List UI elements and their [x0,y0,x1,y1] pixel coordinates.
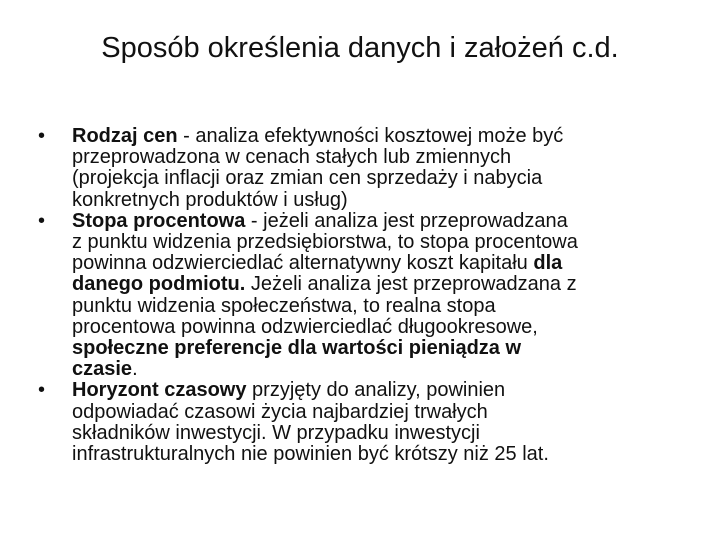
bold-term: czasie [72,358,133,381]
bullet-line [72,168,698,189]
bullet-text: - analiza efektywności kosztowej może być [177,125,564,147]
bullet-line [72,190,698,211]
bullet-text: konkretnych produktów i usług) [72,188,348,211]
bullet-line [72,402,698,423]
bullet-line [72,380,698,401]
bullet-text: odpowiadać czasowi życia najbardziej trwałych [72,400,488,423]
bullet-line [72,232,698,253]
bullet-item [38,380,698,465]
bullet-text: procentowa powinna odzwierciedlać długookresowe, [72,315,538,338]
bullet-line [72,444,698,465]
bullet-item [38,126,698,211]
bullet-line [72,147,698,168]
bullet-text: przeprowadzona w cenach stałych lub zmiennych [72,146,512,169]
bullet-text: Jeżeli analiza jest przeprowadzana z [245,273,577,296]
slide-title: Sposób określenia danych i założeń c.d. [101,32,619,64]
bullet-text: składników inwestycji. W przypadku inwestycji [72,421,480,444]
bold-term: Rodzaj cen [72,125,178,147]
bullet-text: z punktu widzenia przedsiębiorstwa, to stopa procentowa [72,231,578,254]
bullet-text: - jeżeli analiza jest przeprowadzana [245,209,568,232]
bullet-line [72,359,698,380]
bullet-text: (projekcja inflacji oraz zmian cen sprzedaży i nabycia [72,167,543,190]
bullet-line [72,423,698,444]
bullet-text: infrastrukturalnych nie powinien być krótszy niż 25 lat. [72,443,549,466]
bullet-line [72,317,698,338]
bullet-list [38,126,698,465]
bullet-text: punktu widzenia społeczeństwa, to realna stopa [72,294,496,317]
bullet-line [72,274,698,295]
bullet-text: . [132,358,138,381]
bullet-line [72,253,698,274]
bold-term: Horyzont czasowy [72,379,247,402]
bullet-line [72,126,698,147]
bold-term: dla [533,252,563,275]
bullet-text: przyjęty do analizy, powinien [246,379,506,402]
bullet-line [72,338,698,359]
bullet-text: powinna odzwierciedlać alternatywny koszt kapitału [72,252,534,275]
bullet-marker: • [38,209,46,232]
bullet-line [72,296,698,317]
bullet-marker: • [38,379,46,402]
bullet-item [38,211,698,381]
bold-term: danego podmiotu. [72,273,246,296]
bullet-marker: • [38,125,46,147]
bold-term: Stopa procentowa [72,209,246,232]
bold-term: społeczne preferencje dla wartości pieniądza w [72,337,522,360]
bullet-line [72,211,698,232]
